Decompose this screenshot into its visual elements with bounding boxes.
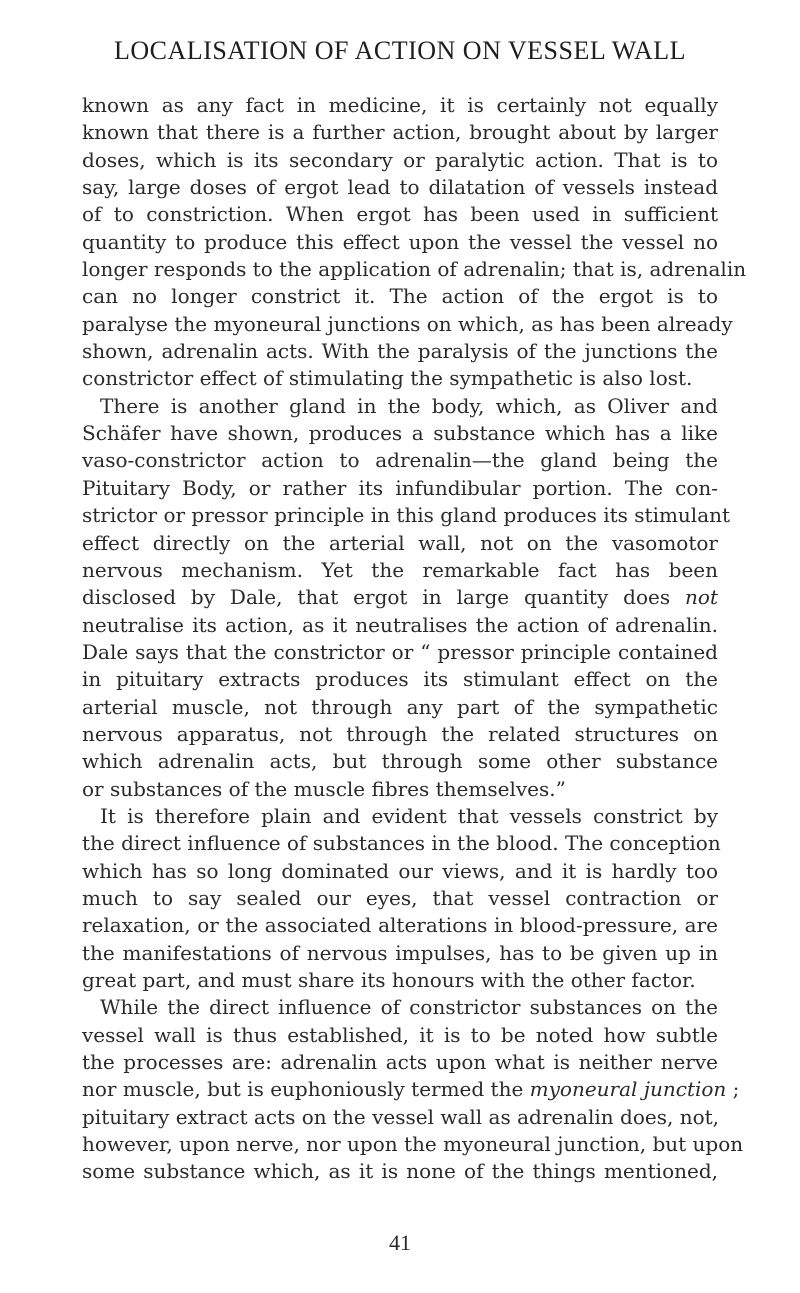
text-line: [82, 229, 718, 256]
text-segment: known that there is a further action, brought about by larger: [82, 120, 718, 145]
text-segment: Dale says that the constrictor or “ pressor principle contained: [82, 639, 718, 664]
text-line: [82, 1158, 718, 1185]
text-segment: constrictor effect of stimulating the sympathetic is also lost.: [82, 366, 693, 391]
text-line: [82, 721, 718, 748]
text-segment: great part, and must share its honours with the other factor.: [82, 968, 696, 992]
text-line: [82, 776, 718, 803]
text-line: [82, 994, 718, 1021]
text-line: [82, 174, 718, 201]
text-segment: the manifestations of nervous impulses, has to be given up in: [82, 940, 718, 965]
text-line: [82, 940, 718, 967]
text-segment: effect directly on the arterial wall, not on the vasomotor: [82, 530, 718, 555]
body-text: [82, 92, 747, 1186]
text-segment: nervous apparatus, not through the related structures on: [82, 721, 718, 746]
text-segment: however, upon nerve, nor upon the myoneural junction, but upon: [82, 1132, 744, 1157]
text-segment: quantity to produce this effect upon the vessel the vessel no: [82, 229, 718, 254]
text-line: [82, 1104, 718, 1131]
text-segment: ;: [726, 1077, 740, 1102]
text-segment: shown, adrenalin acts. With the paralysis of the junctions the: [82, 339, 718, 364]
text-segment: of to constriction. When ergot has been used in sufficient: [82, 202, 718, 227]
text-segment: vessel wall is thus established, it is to be noted how subtle: [82, 1022, 718, 1047]
text-line: [82, 885, 718, 912]
text-segment: doses, which is its secondary or paralytic action. That is to: [82, 147, 718, 172]
text-line: [82, 830, 721, 857]
text-segment: strictor or pressor principle in this gland produces its stimulant: [82, 503, 731, 528]
text-segment: which has so long dominated our views, and it is hardly too: [82, 858, 718, 883]
italic-emphasis: not: [685, 585, 718, 610]
text-segment: in pituitary extracts produces its stimulant effect on the: [82, 667, 718, 692]
text-segment: paralyse the myoneural junctions on which, as has been already: [82, 311, 733, 336]
page-number: 41: [389, 1230, 411, 1255]
text-line: [82, 92, 718, 119]
text-segment: the direct influence of substances in the blood. The conception: [82, 831, 721, 856]
text-segment: It is therefore plain and evident that vessels constrict by: [100, 803, 718, 828]
text-segment: There is another gland in the body, which, as Oliver and: [100, 393, 718, 418]
text-line: [82, 1022, 718, 1049]
text-line: [82, 447, 718, 474]
text-line: [82, 1049, 718, 1076]
text-line: [82, 967, 718, 994]
text-segment: relaxation, or the associated alterations in blood-pressure, are: [82, 913, 718, 938]
text-segment: say, large doses of ergot lead to dilatation of vessels instead: [82, 175, 718, 200]
text-line: [82, 912, 718, 939]
text-line: [82, 393, 718, 420]
text-segment: pituitary extract acts on the vessel wall as adrenalin does, not,: [82, 1104, 720, 1129]
text-line: [82, 119, 718, 146]
text-line: [82, 803, 718, 830]
text-line: [82, 256, 747, 283]
text-segment: neutralise its action, as it neutralises the action of adrenalin.: [82, 612, 718, 637]
text-segment: nervous mechanism. Yet the remarkable fact has been: [82, 557, 718, 582]
text-segment: some substance which, as it is none of the things mentioned,: [82, 1159, 718, 1184]
text-line: [82, 858, 718, 885]
text-line: [82, 1131, 744, 1158]
text-segment: nor muscle, but is euphoniously termed the: [82, 1077, 530, 1102]
text-line: [82, 311, 733, 338]
text-line: [82, 666, 718, 693]
text-segment: the processes are: adrenalin acts upon what is neither nerve: [82, 1050, 718, 1075]
text-segment: which adrenalin acts, but through some other substance: [82, 749, 718, 774]
text-line: [82, 147, 718, 174]
text-segment: Pituitary Body, or rather its infundibular portion. The con-: [82, 475, 718, 500]
text-segment: arterial muscle, not through any part of the sympathetic: [82, 694, 718, 719]
text-line: [82, 420, 718, 447]
text-segment: disclosed by Dale, that ergot in large quantity does: [82, 585, 686, 610]
running-head: LOCALISATION OF ACTION ON VESSEL WALL: [114, 36, 686, 65]
text-segment: can no longer constrict it. The action of the ergot is to: [82, 284, 718, 309]
text-segment: known as any fact in medicine, it is certainly not equally: [82, 93, 718, 117]
text-line: [82, 557, 718, 584]
text-line: [82, 365, 718, 392]
italic-emphasis: myoneural junction: [529, 1077, 727, 1102]
text-line: [82, 612, 718, 639]
text-segment: much to say sealed our eyes, that vessel contraction or: [82, 885, 718, 910]
text-line: [82, 201, 718, 228]
text-segment: While the direct influence of constrictor substances on the: [100, 995, 718, 1020]
text-line: [82, 502, 731, 529]
text-line: [82, 338, 718, 365]
text-line: [82, 584, 718, 611]
text-line: [82, 694, 718, 721]
text-line: [82, 530, 718, 557]
text-segment: longer responds to the application of adrenalin; that is, adrenalin: [82, 257, 747, 282]
text-segment: or substances of the muscle fibres themselves.”: [82, 776, 566, 801]
text-line: [82, 283, 718, 310]
text-line: [82, 748, 718, 775]
text-line: [82, 1076, 740, 1103]
text-segment: vaso-constrictor action to adrenalin—the gland being the: [82, 448, 718, 473]
text-segment: Schäfer have shown, produces a substance which has a like: [82, 421, 718, 446]
text-line: [82, 475, 718, 502]
text-line: [82, 639, 718, 666]
